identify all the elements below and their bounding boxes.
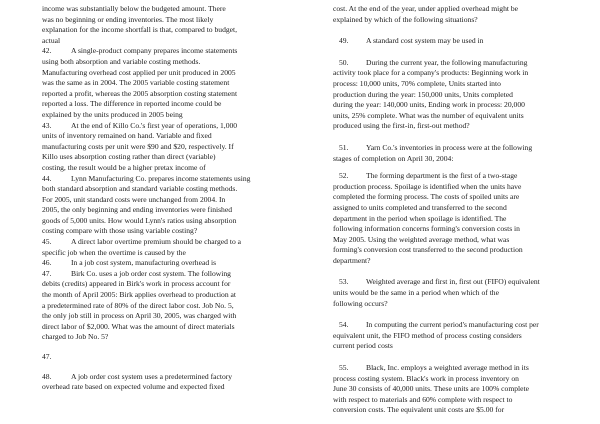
text-line: the only job still in process on April 30, 2005, was charged with bbox=[42, 311, 237, 321]
question-number: 47. bbox=[42, 352, 52, 361]
text-line: Killo uses absorption costing rather than direct (variable) bbox=[42, 152, 216, 162]
text-line: reported a profit, whereas the 2005 absorption costing statement bbox=[42, 88, 238, 98]
text-line: goods of 5,000 units. How would Lynn's ratios using absorption bbox=[42, 215, 237, 225]
question-number: 50. bbox=[339, 57, 349, 67]
text-line: during the year: 140,000 units, Ending work in process: 20,000 bbox=[333, 100, 525, 110]
text-line: manufacturing costs per unit were $90 and $20, respectively. If bbox=[42, 141, 234, 151]
text-line: At the end of Killo Co.'s first year of operations, 1,000 bbox=[71, 120, 238, 130]
text-line: The forming department is the first of a two-stage bbox=[366, 171, 518, 181]
text-line: Black, Inc. employs a weighted average method in its bbox=[366, 363, 529, 373]
question-number: 45. bbox=[42, 237, 52, 247]
question-number: 52. bbox=[339, 171, 349, 181]
question-50 bbox=[333, 58, 568, 132]
text-line: stages of completion on April 30, 2004: bbox=[333, 153, 454, 163]
text-line: completed the forming process. The costs of spoiled units are bbox=[333, 192, 520, 202]
text-line: costing compare with those using variable costing? bbox=[42, 226, 198, 236]
text-line: actual bbox=[42, 35, 61, 45]
text-line: department? bbox=[333, 255, 371, 265]
text-line: process costing system. Black's work in process inventory on bbox=[333, 373, 519, 383]
text-line: equivalent unit, the FIFO method of process costing considers bbox=[333, 330, 522, 340]
text-line: explanation for the income shortfall is that, compared to budget, bbox=[42, 25, 238, 35]
question-55 bbox=[333, 363, 568, 416]
text-line: using both absorption and variable costing methods. bbox=[42, 56, 201, 66]
text-line: charged to Job No. 5? bbox=[42, 332, 109, 342]
question-number: 55. bbox=[339, 363, 349, 373]
left-column bbox=[42, 4, 290, 393]
text-line: Manufacturing overhead cost applied per unit produced in 2005 bbox=[42, 67, 236, 77]
question-number: 47. bbox=[42, 268, 52, 278]
text-line: following occurs? bbox=[333, 298, 388, 308]
text-line bbox=[42, 352, 290, 363]
question-number: 54. bbox=[339, 320, 349, 330]
question-47-blank bbox=[42, 352, 290, 363]
question-53 bbox=[333, 277, 568, 309]
text-line: forming's conversion cost transferred to the second production bbox=[333, 245, 523, 255]
text-line: units, 25% complete. What was the number of equivalent units bbox=[333, 110, 524, 120]
right-column bbox=[333, 4, 568, 416]
question-number: 49. bbox=[339, 36, 349, 46]
question-54 bbox=[333, 320, 568, 352]
text-line: debits (credits) appeared in Birk's work in process account for bbox=[42, 279, 231, 289]
text-line: A single-product company prepares income statements bbox=[71, 46, 238, 56]
question-52 bbox=[333, 171, 568, 266]
question-48 bbox=[42, 372, 290, 393]
text-line: was no beginning or ending inventories. The most likely bbox=[42, 14, 214, 24]
text-line: 2005, the only beginning and ending inventories were finished bbox=[42, 205, 233, 215]
text-line: In computing the current period's manufacturing cost per bbox=[366, 320, 539, 330]
text-line: A standard cost system may be used in bbox=[366, 36, 484, 46]
text-line: current period costs bbox=[333, 341, 393, 351]
text-line: assigned to units completed and transferred to the second bbox=[333, 202, 507, 212]
text-line: In a job cost system, manufacturing overhead is bbox=[71, 258, 217, 268]
text-line: specific job when the overtime is caused by the bbox=[42, 247, 186, 257]
text-line: June 30 consists of 40,000 units. These units are 100% complete bbox=[333, 384, 530, 394]
text-line: a predetermined rate of 80% of the direct labor cost. Job No. 5, bbox=[42, 300, 234, 310]
text-line: A direct labor overtime premium should be charged to a bbox=[71, 237, 242, 247]
text-line: reported a loss. The difference in reported income could be bbox=[42, 99, 222, 109]
question-46 bbox=[42, 258, 290, 269]
text-line: explained by the units produced in 2005 being bbox=[42, 109, 183, 119]
question-number: 42. bbox=[42, 46, 52, 56]
left-intro bbox=[42, 4, 290, 46]
text-line: Weighted average and first in, first out (FIFO) equivalent bbox=[366, 277, 540, 287]
text-line: explained by which of the following situations? bbox=[333, 14, 478, 24]
question-44 bbox=[42, 174, 290, 238]
question-number: 43. bbox=[42, 120, 52, 130]
text-line: Yarn Co.'s inventories in process were at the following bbox=[366, 142, 533, 152]
text-line: production process. Spoilage is identified when the units have bbox=[333, 181, 522, 191]
right-intro bbox=[333, 4, 568, 25]
text-line: Birk Co. uses a job order cost system. The following bbox=[71, 268, 231, 278]
question-number: 44. bbox=[42, 173, 52, 183]
text-line: activity took place for a company's products: Beginning work in bbox=[333, 68, 529, 78]
text-line: the month of April 2005: Birk applies overhead to production at bbox=[42, 290, 237, 300]
text-line: income was substantially below the budgeted amount. There bbox=[42, 4, 226, 13]
text-line: May 2005. Using the weighted average method, what was bbox=[333, 234, 510, 244]
text-line: following information concerns forming's conversion costs in bbox=[333, 224, 520, 234]
question-number: 53. bbox=[339, 277, 349, 287]
text-line: both standard absorption and standard variable costing methods. bbox=[42, 184, 238, 194]
text-line: conversion costs. The equivalent unit costs are $5.00 for bbox=[333, 405, 505, 415]
text-line: production during the year: 150,000 units, Units completed bbox=[333, 89, 513, 99]
text-line: A job order cost system uses a predetermined factory bbox=[71, 371, 233, 381]
question-51 bbox=[333, 143, 568, 164]
text-line: units of inventory remained on hand. Variable and fixed bbox=[42, 131, 212, 141]
question-47 bbox=[42, 269, 290, 343]
question-number: 46. bbox=[42, 258, 52, 268]
text-line: department in the period when spoilage is identified. The bbox=[333, 213, 507, 223]
text-line: direct labor of $2,000. What was the amount of direct materials bbox=[42, 321, 235, 331]
question-number: 51. bbox=[339, 142, 349, 152]
text-line: process: 10,000 units, 70% complete, Units started into bbox=[333, 78, 501, 88]
text-line: cost. At the end of the year, under applied overhead might be bbox=[333, 4, 519, 13]
text-line: For 2005, unit standard costs were unchanged from 2004. In bbox=[42, 194, 226, 204]
text-line: units would be the same in a period when which of the bbox=[333, 288, 499, 298]
question-45 bbox=[42, 237, 290, 258]
text-line: During the current year, the following manufacturing bbox=[366, 57, 528, 67]
text-line: overhead rate based on expected volume and expected fixed bbox=[42, 382, 225, 392]
question-42 bbox=[42, 46, 290, 120]
text-line: Lynn Manufacturing Co. prepares income statements using bbox=[71, 173, 251, 183]
text-line: was the same as in 2004. The 2005 variable costing statement bbox=[42, 78, 230, 88]
text-line: with respect to materials and 60% complete with respect to bbox=[333, 394, 513, 404]
question-number: 48. bbox=[42, 371, 52, 381]
question-43 bbox=[42, 121, 290, 174]
text-line: costing, the result would be a higher pretax income of bbox=[42, 162, 206, 172]
question-49 bbox=[333, 36, 568, 47]
text-line: produced using the first-in, first-out method? bbox=[333, 121, 470, 131]
